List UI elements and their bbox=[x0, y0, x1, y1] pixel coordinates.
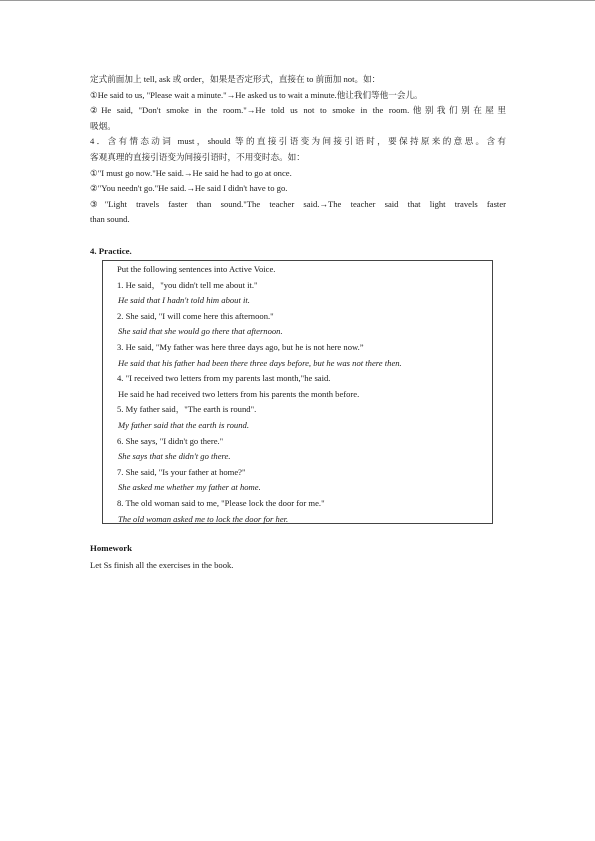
homework-heading: Homework bbox=[90, 543, 133, 553]
practice-instruction: Put the following sentences into Active Voice. bbox=[117, 264, 276, 274]
intro-line: 4．含有情态动词 must，should 等的直接引语变为间接引语时，要保持原来的意思。含有 bbox=[90, 136, 506, 147]
intro-line: 定式前面加上 tell, ask 或 order，如果是否定形式，直接在 to 前面加 not。如： bbox=[90, 74, 381, 84]
practice-question: 2. She said, "I will come here this afternoon." bbox=[117, 310, 274, 321]
intro-line: ①He said to us, "Please wait a minute."→He asked us to wait a minute.他让我们等他一会儿。 bbox=[90, 89, 423, 100]
intro-line: ③"Light travels faster than sound."The teacher said.→The teacher said that light travels faster bbox=[90, 198, 506, 209]
practice-answer: The old woman asked me to lock the door for her. bbox=[118, 513, 289, 524]
practice-heading: 4. Practice. bbox=[90, 246, 132, 256]
practice-answer: She said that she would go there that afternoon. bbox=[118, 326, 283, 337]
practice-answer: She says that she didn't go there. bbox=[118, 451, 231, 462]
intro-line: ①"I must go now."He said.→He said he had to go at once. bbox=[90, 167, 292, 178]
intro-line: 客观真理的直接引语变为间接引语时，不用变时态。如： bbox=[90, 151, 305, 162]
practice-question: 3. He said, "My father was here three days ago, but he is not here now.” bbox=[117, 341, 364, 352]
practice-answer: He said that I hadn't told him about it. bbox=[118, 295, 250, 306]
practice-question: 6. She says, "I didn't go there." bbox=[117, 435, 224, 446]
page-top-rule bbox=[0, 0, 595, 1]
intro-line: ②"You needn't go."He said.→He said I didn't have to go. bbox=[90, 183, 288, 194]
practice-answer: My father said that the earth is round. bbox=[118, 419, 249, 430]
practice-question: 4. "I received two letters from my parents last month,"he said. bbox=[117, 373, 331, 384]
homework-text: Let Ss finish all the exercises in the book. bbox=[90, 560, 234, 570]
practice-question: 1. He said，"you didn't tell me about it." bbox=[117, 279, 258, 290]
intro-section bbox=[90, 72, 506, 228]
intro-line: 吸烟。 bbox=[90, 120, 116, 131]
practice-box bbox=[102, 260, 493, 524]
practice-lines bbox=[117, 262, 488, 527]
practice-question: 5. My father said，"The earth is round". bbox=[117, 404, 257, 415]
practice-answer: He said that his father had been there three days before, but he was not there then. bbox=[118, 357, 402, 368]
intro-line: than sound. bbox=[90, 214, 130, 225]
intro-line: ②He said, "Don't smoke in the room."→He told us not to smoke in the room.他别我们别在屋里 bbox=[90, 105, 506, 116]
practice-answer: She asked me whether my father at home. bbox=[118, 482, 261, 493]
practice-answer: He said he had received two letters from his parents the month before. bbox=[118, 388, 360, 399]
practice-question: 7. She said, "Is your father at home?" bbox=[117, 466, 246, 477]
practice-question: 8. The old woman said to me, "Please lock the door for me." bbox=[117, 497, 325, 508]
